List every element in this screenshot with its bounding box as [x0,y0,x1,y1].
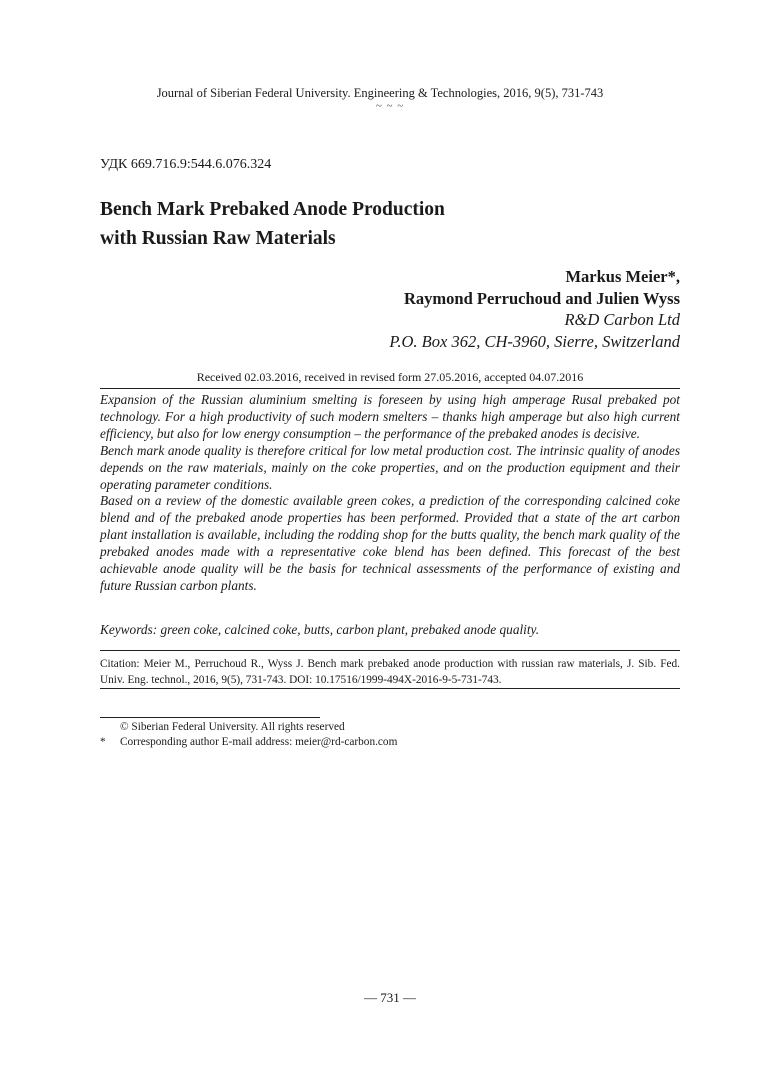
abstract-paragraph-2: Bench mark anode quality is therefore critical for low metal production cost. The intrinsic quality of anodes depends on the raw materials, mainly on the coke properties, and on the production equipment and their operating parameter conditions. [100,442,680,492]
article-title-line-2: with Russian Raw Materials [100,228,336,249]
corresponding-author-text: Corresponding author E-mail address: meier@rd-carbon.com [120,736,398,748]
abstract [100,392,680,595]
authors-block [389,266,680,352]
author-line-1: Markus Meier*, [565,267,680,286]
citation-top-rule [100,650,680,651]
copyright-footnote [100,720,680,735]
footnote-rule [100,717,320,718]
received-dates: Received 02.03.2016, received in revised form 27.05.2016, accepted 04.07.2016 [196,370,584,384]
footnote-asterisk: * [100,736,106,748]
corresponding-author-footnote [100,735,680,750]
affiliation: R&D Carbon Ltd [564,310,680,329]
affiliation-address: P.O. Box 362, CH-3960, Sierre, Switzerland [389,331,680,351]
journal-header: Journal of Siberian Federal University. Engineering & Technologies, 2016, 9(5), 731-743 [156,86,604,100]
abstract-top-rule [100,388,680,389]
author-line-2: Raymond Perruchoud and Julien Wyss [404,288,680,308]
footnotes [100,720,680,750]
udc-code: УДК 669.716.9:544.6.076.324 [100,157,272,172]
page-number: — 731 — [364,990,416,1005]
citation: Citation: Meier M., Perruchoud R., Wyss J. Bench mark prebaked anode production with russian raw materials, J. Sib. Fed. Univ. Eng. technol., 2016, 9(5), 731-743. DOI: 10.17516/1999-494X-2016-9-5-731-743. [100,658,680,686]
copyright-text: © Siberian Federal University. All rights reserved [120,721,345,733]
article-title-line-1: Bench Mark Prebaked Anode Production [100,199,445,220]
journal-ornament: ~ ~ ~ [375,100,405,112]
article-title [100,195,660,253]
abstract-paragraph-3: Based on a review of the domestic available green cokes, a prediction of the corresponding calcined coke blend and of the prebaked anode properties has been performed. Provided that a state of the art carbon plant installation is available, including the rodding shop for the butts quality, the bench mark quality of the prebaked anodes made with a representative coke blend has been defined. This forecast of the best achievable anode quality will be the basis for technical assessments of the performance of existing and future Russian carbon plants. [100,493,680,593]
citation-bottom-rule [100,688,680,689]
abstract-paragraph-1: Expansion of the Russian aluminium smelting is foreseen by using high amperage Rusal prebaked pot technology. For a high productivity of such modern smelters – thanks high amperage but also high current efficiency, but also for low energy consumption – the performance of the prebaked anodes is decisive. [100,392,680,441]
keywords: Keywords: green coke, calcined coke, butts, carbon plant, prebaked anode quality. [100,622,540,637]
